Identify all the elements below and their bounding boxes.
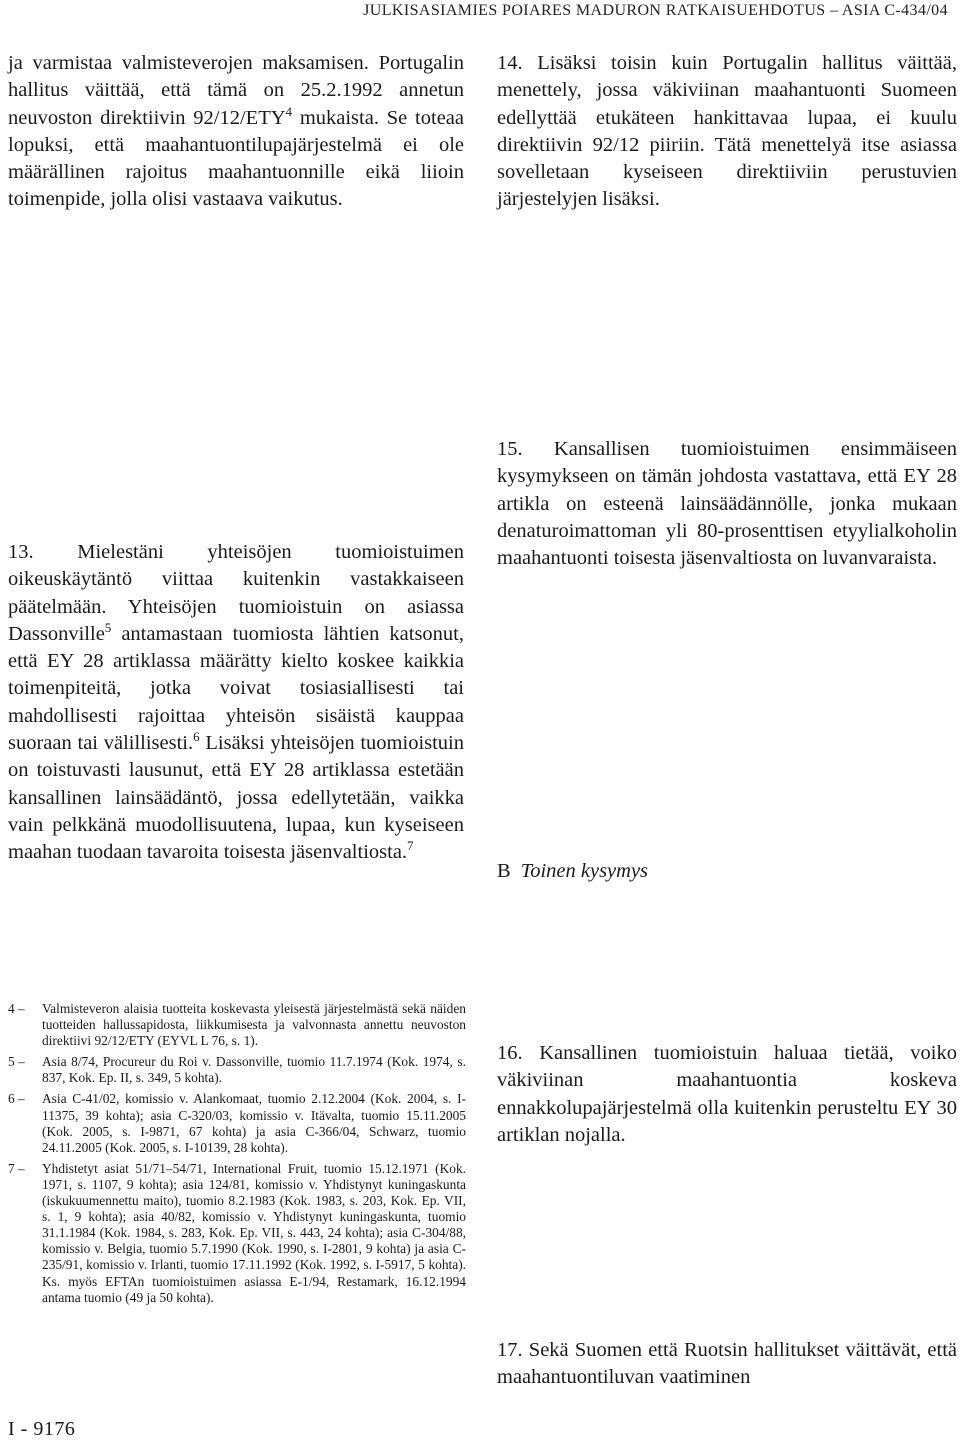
footnote-text: Valmisteveron alaisia tuotteita koskevasta yleisestä järjestelmästä sekä näiden tuotteiden hallussapidosta, liikkumisesta ja valvonnasta annettu neuvoston direktiivi 92/12/ETY (EYVL L 76, s. 1). [42, 1001, 466, 1049]
footnote-text: Asia 8/74, Procureur du Roi v. Dassonville, tuomio 11.7.1974 (Kok. 1974, s. 837, Kok. Ep. II, s. 349, 5 kohta). [42, 1054, 466, 1086]
section-title: Toinen kysymys [520, 860, 649, 882]
paragraph-17: 17. Sekä Suomen että Ruotsin hallitukset väittävät, että maahantuontiluvan vaatiminen [497, 1339, 957, 1389]
footnote-number: 4 – [8, 1001, 25, 1016]
page-number: I - 9176 [8, 1418, 76, 1440]
paragraph-16-block [497, 1040, 957, 1149]
footnote-number: 7 – [8, 1160, 25, 1176]
footnote-number: 6 – [8, 1091, 25, 1107]
footnote-6 [8, 1091, 466, 1155]
left-continuation-block [8, 50, 464, 214]
footnote-ref-4[interactable]: 4 [285, 103, 293, 119]
footnote-text: Asia C-41/02, komissio v. Alankomaat, tuomio 2.12.2004 (Kok. 2004, s. I-11375, 39 kohta); asia C-320/03, komissio v. Itävalta, tuomio 15.11.2005 (Kok. 2005, s. I-9871, 67 kohta) ja asia C-366/04, Schwarz, tuomio 24.11.2005 (Kok. 2005, s. I-10139, 28 kohta). [42, 1091, 466, 1155]
footnote-ref-6[interactable]: 6 [193, 729, 200, 745]
paragraph-15-block [497, 436, 957, 572]
paragraph-15: 15. Kansallisen tuomioistuimen ensimmäiseen kysymykseen on tämän johdosta vastattava, että EY 28 artikla on esteenä lainsäädännölle, jonka mukaan denaturoimattoman yli 80-prosenttisen etyylialkoholin maahantuonti toisesta jäsenvaltiosta on luvanvaraista. [497, 438, 957, 570]
footnote-4 [8, 1001, 466, 1049]
continuation-paragraph: ja varmistaa valmisteverojen maksamisen. Portugalin hallitus väittää, että tämä on 25.2.1992 annetun neuvoston direktiivin 92/12/ETY$^4$ mukaista. Se toteaa lopuksi, että maahantuontilupajärjestelmä ei ole määrällinen rajoitus maahantuonnille eikä liioin toimenpide, jolla olisi vastaava vaikutus. [8, 52, 464, 211]
footnote-5 [8, 1054, 466, 1086]
paragraph-16: 16. Kansallinen tuomioistuin haluaa tietää, voiko väkiviinan maahantuontia koskeva ennakkolupajärjestelmä olla kuitenkin perusteltu EY 30 artiklan nojalla. [497, 1042, 957, 1146]
footnote-7 [8, 1161, 466, 1306]
section-letter: B [497, 860, 511, 882]
paragraph-13-block [8, 539, 464, 867]
paragraph-14-block [497, 50, 957, 214]
section-heading-b [497, 858, 957, 885]
footnote-ref-7[interactable]: 7 [407, 838, 414, 854]
footnote-text: Yhdistetyt asiat 51/71–54/71, International Fruit, tuomio 15.12.1971 (Kok. 1971, s. 1107, 9 kohta); asia 124/81, komissio v. Yhdistynyt kuningaskunta (iskukuumennettu maito), tuomio 8.2.1983 (Kok. 1983, s. 203, Kok. Ep. VII, s. 1, 9 kohta); asia 40/82, komissio v. Yhdistynyt kuningaskunta, tuomio 31.1.1984 (Kok. 1984, s. 283, Kok. Ep. VII, s. 443, 24 kohta); asia C-304/88, komissio v. Belgia, tuomio 5.7.1990 (Kok. 1990, s. I-2801, 9 kohta) ja asia C-235/91, komissio v. Irlanti, tuomio 17.11.1992 (Kok. 1992, s. I-5917, 5 kohta). Ks. myös EFTAn tuomioistuimen asiassa E-1/94, Restamark, 16.12.1994 antama tuomio (49 ja 50 kohta). [42, 1160, 466, 1305]
paragraph-14: 14. Lisäksi toisin kuin Portugalin hallitus väittää, menettely, jossa väkiviinan maahantuonti Suomeen edellyttää etukäteen hankittavaa lupaa, ei kuulu direktiivin 92/12 piiriin. Tätä menettelyä itse asiassa sovelletaan kyseiseen direktiiviin perustuvien järjestelyjen lisäksi. [497, 52, 957, 211]
footnote-ref-5[interactable]: 5 [104, 620, 112, 636]
paragraph-17-block [497, 1337, 957, 1392]
footnote-number: 5 – [8, 1054, 25, 1070]
footnotes [8, 1001, 466, 1311]
paragraph-13: 13. Mielestäni yhteisöjen tuomioistuimen oikeuskäytäntö viittaa kuitenkin vastakkaiseen päätelmään. Yhteisöjen tuomioistuin on asiassa Dassonville$^5$ antamastaan tuomiosta lähtien katsonut, että EY 28 artiklassa määrätty kielto koskee kaikkia toimenpiteitä, jotka voivat tosiasiallisesti tai mahdollisesti rajoittaa yhteisön sisäistä kauppaa suoraan tai välillisesti.$^6$ Lisäksi yhteisöjen tuomioistuin on toistuvasti lausunut, että EY 28 artiklassa estetään kansallinen lainsäädäntö, jossa edellytetään, vaikka vain pelkkänä muodollisuutena, lupaa, kun kyseiseen maahan tuodaan tavaroita toisesta jäsenvaltiosta.$^7$ [8, 541, 465, 864]
running-header: JULKISASIAMIES POIARES MADURON RATKAISUEHDOTUS – ASIA C-434/04 [363, 2, 948, 19]
